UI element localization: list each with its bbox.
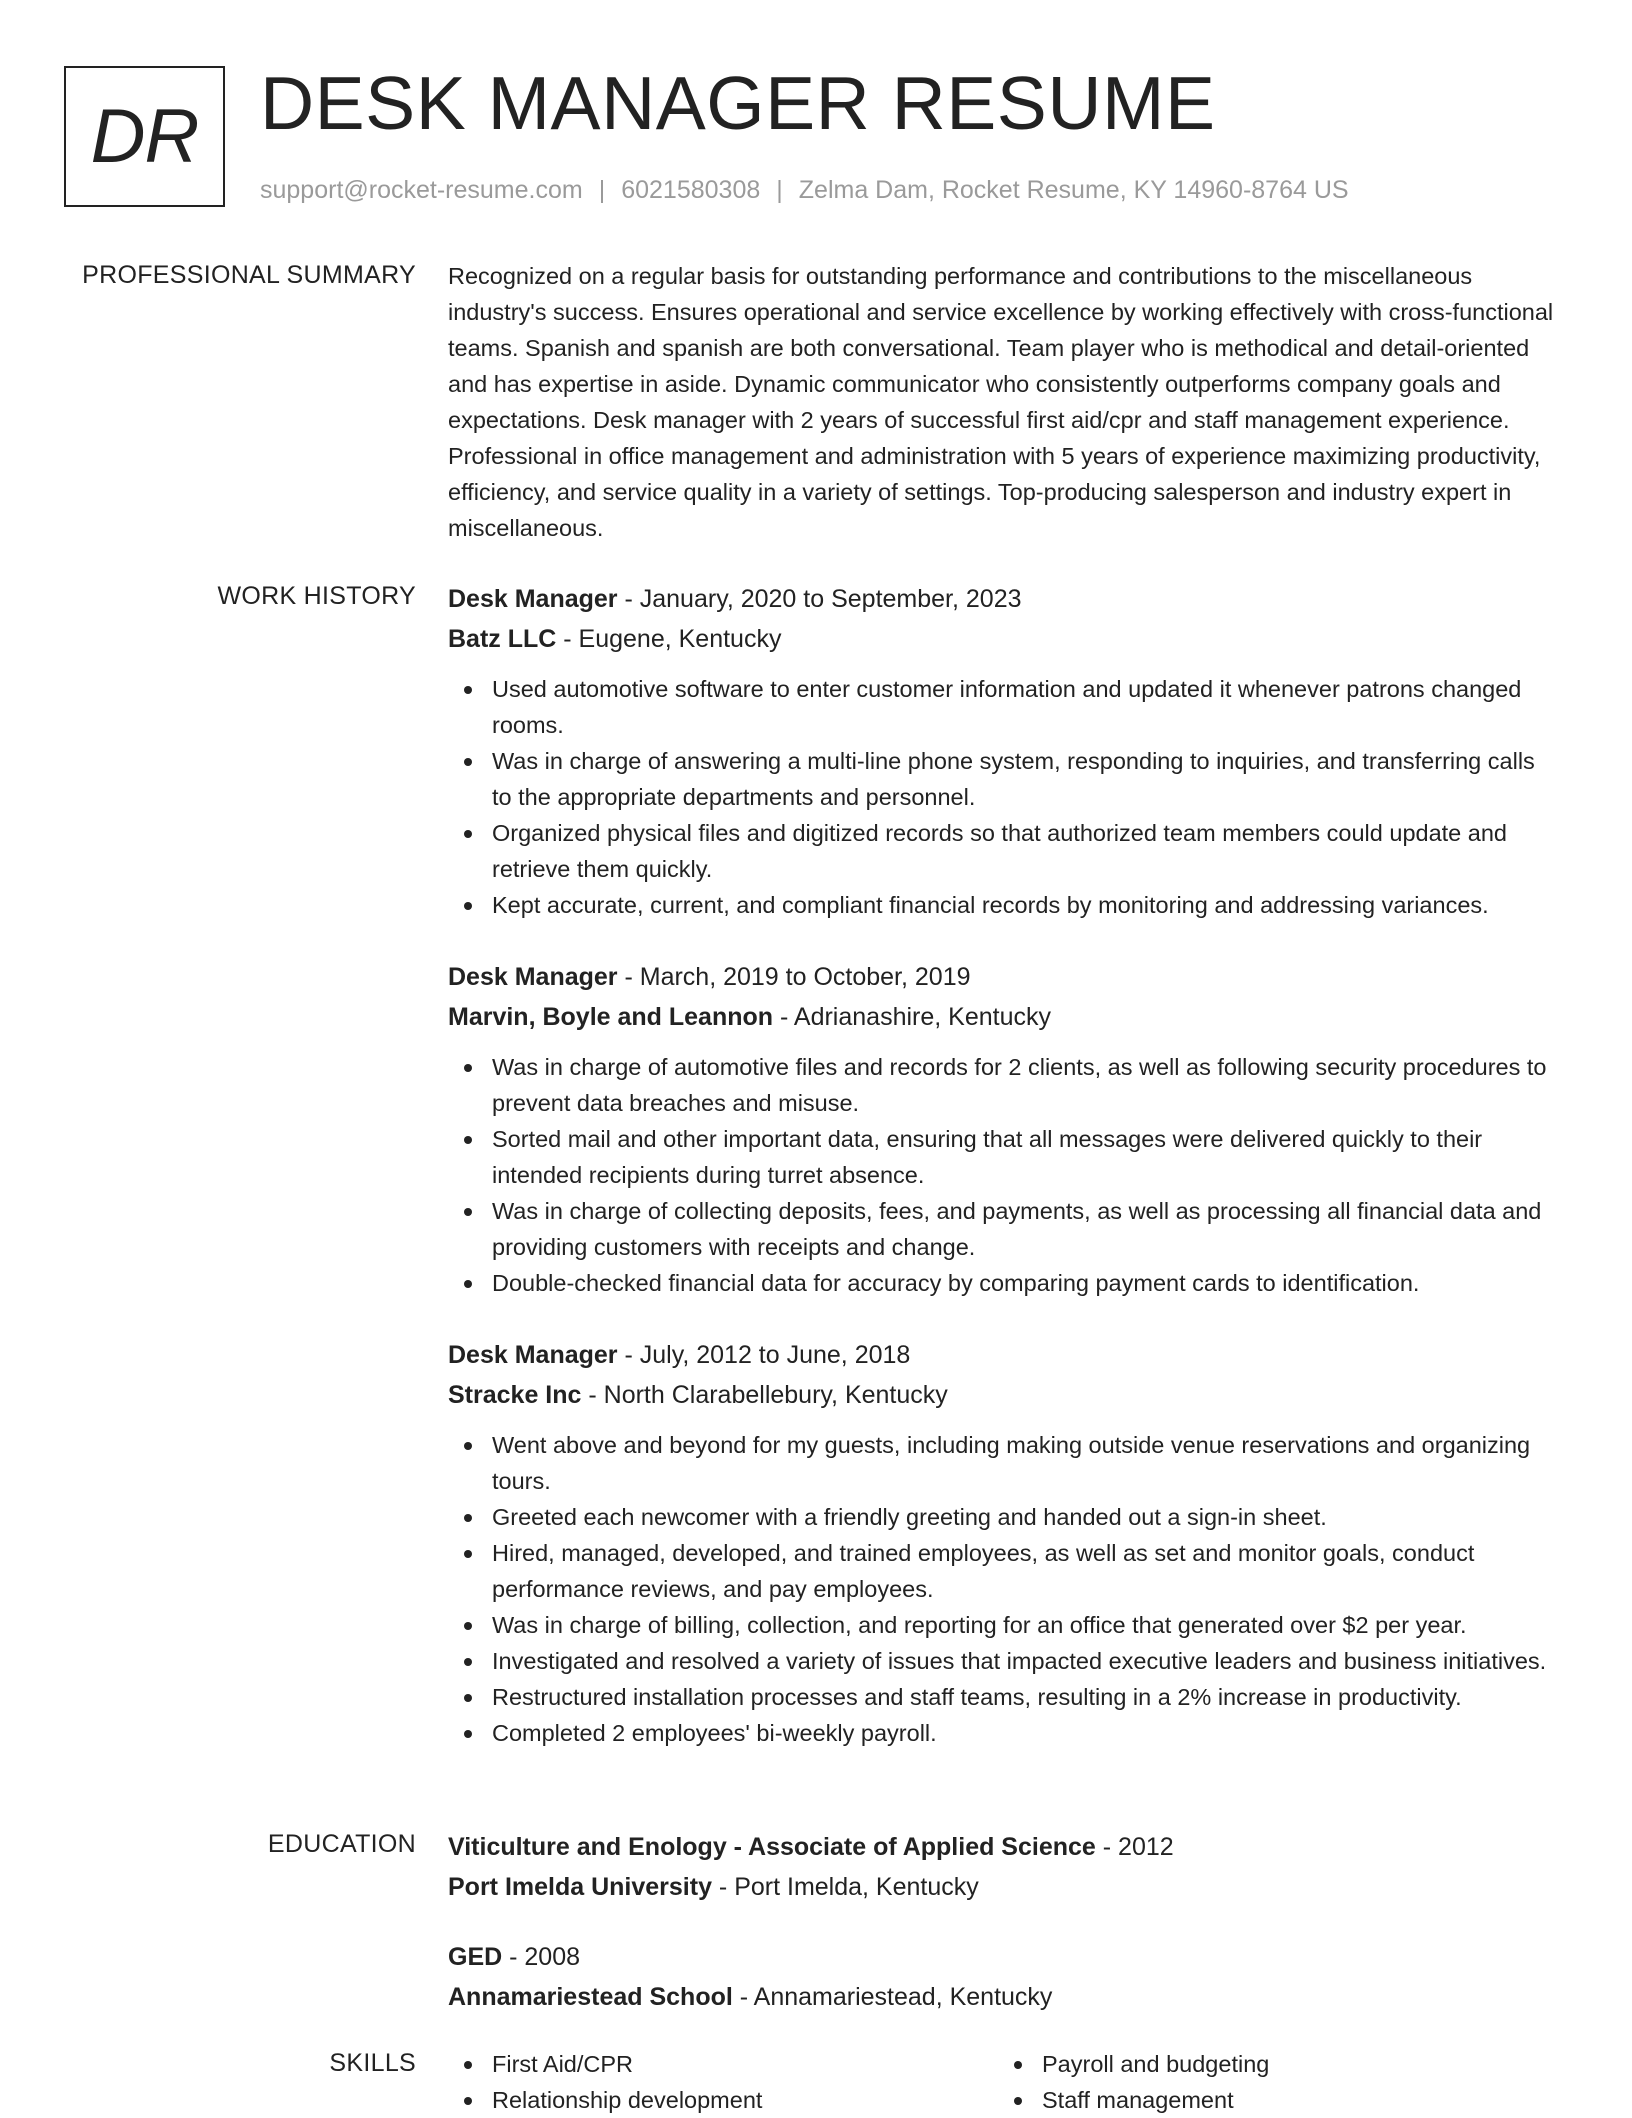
job-entry — [448, 957, 1560, 1301]
skill-item: Relationship development — [492, 2082, 998, 2118]
summary-text: Recognized on a regular basis for outstanding performance and contributions to the miscellaneous industry's success. Ensures operational and service excellence by working effectively with cross-functional teams. Spanish and spanish are both conversational. Team player who is methodical and detail-oriented and has expertise in aside. Dynamic communicator who consistently outperforms company goals and expectations. Desk manager with 2 years of successful first aid/cpr and staff management experience. Professional in office management and administration with 5 years of experience maximizing productivity, efficiency, and service quality in a variety of settings. Top-producing salesperson and industry expert in miscellaneous. — [448, 263, 1554, 541]
bullet-item: Double-checked financial data for accuracy by comparing payment cards to identification. — [492, 1265, 1560, 1301]
education-year: - 2012 — [1095, 1833, 1174, 1861]
education-school-line — [448, 1977, 1560, 2017]
job-company: Stracke Inc — [448, 1381, 582, 1409]
job-bullets — [448, 1427, 1560, 1751]
bullet-item: Kept accurate, current, and compliant financial records by monitoring and addressing variances. — [492, 887, 1560, 923]
job-dates: - January, 2020 to September, 2023 — [617, 585, 1022, 613]
job-company: Batz LLC — [448, 625, 557, 653]
bullet-item: Investigated and resolved a variety of issues that impacted executive leaders and business initiatives. — [492, 1643, 1560, 1679]
skills-list-right — [998, 2046, 1548, 2118]
bullet-item: Went above and beyond for my guests, including making outside venue reservations and organizing tours. — [492, 1427, 1560, 1499]
bullet-item: Was in charge of answering a multi-line phone system, responding to inquiries, and transferring calls to the appropriate departments and personnel. — [492, 743, 1560, 815]
section-label-skills: SKILLS — [329, 2049, 416, 2077]
contact-separator: | — [598, 176, 606, 204]
job-company-line — [448, 997, 1560, 1037]
section-label-summary: PROFESSIONAL SUMMARY — [82, 261, 416, 289]
education-degree: GED — [448, 1943, 503, 1971]
job-title-line — [448, 1335, 1560, 1375]
job-title: Desk Manager — [448, 1341, 618, 1369]
education-location: - Port Imelda, Kentucky — [711, 1873, 979, 1901]
education-degree-line — [448, 1937, 1560, 1977]
bullet-item: Was in charge of collecting deposits, fees, and payments, as well as processing all financial data and providing customers with receipts and change. — [492, 1193, 1560, 1265]
job-location: - North Clarabellebury, Kentucky — [581, 1381, 948, 1409]
education-degree: Viticulture and Enology - Associate of Applied Science — [448, 1833, 1096, 1861]
bullet-item: Was in charge of billing, collection, and reporting for an office that generated over $2 per year. — [492, 1607, 1560, 1643]
education-degree-line — [448, 1827, 1560, 1867]
bullet-item: Used automotive software to enter customer information and updated it whenever patrons changed rooms. — [492, 671, 1560, 743]
resume-title: DESK MANAGER RESUME — [260, 61, 1216, 145]
job-location: - Eugene, Kentucky — [556, 625, 782, 653]
job-company-line — [448, 1375, 1560, 1415]
section-label-education: EDUCATION — [267, 1830, 416, 1858]
bullet-item: Restructured installation processes and staff teams, resulting in a 2% increase in productivity. — [492, 1679, 1560, 1715]
contact-address: Zelma Dam, Rocket Resume, KY 14960-8764 US — [798, 176, 1349, 204]
skills-column-right — [998, 2046, 1548, 2118]
contact-email[interactable]: support@rocket-resume.com — [260, 176, 583, 204]
job-entry — [448, 579, 1560, 923]
education-school-line — [448, 1867, 1560, 1907]
education-school: Port Imelda University — [448, 1873, 712, 1901]
job-company-line — [448, 619, 1560, 659]
job-location: - Adrianashire, Kentucky — [773, 1003, 1051, 1031]
section-label-work-history: WORK HISTORY — [217, 582, 416, 610]
skill-item: First Aid/CPR — [492, 2046, 998, 2082]
bullet-item: Sorted mail and other important data, ensuring that all messages were delivered quickly to their intended recipients during turret absence. — [492, 1121, 1560, 1193]
contact-phone[interactable]: 6021580308 — [621, 176, 761, 204]
skills-list-left — [448, 2046, 998, 2118]
job-dates: - July, 2012 to June, 2018 — [617, 1341, 911, 1369]
job-bullets — [448, 1049, 1560, 1301]
education-entry — [448, 1827, 1560, 1907]
job-title: Desk Manager — [448, 585, 618, 613]
education-entry — [448, 1937, 1560, 2017]
job-title: Desk Manager — [448, 963, 618, 991]
skills-grid — [448, 2046, 1560, 2118]
skills-column-left — [448, 2046, 998, 2118]
education-year: - 2008 — [502, 1943, 581, 1971]
skill-item: Payroll and budgeting — [1042, 2046, 1548, 2082]
job-company: Marvin, Boyle and Leannon — [448, 1003, 774, 1031]
bullet-item: Organized physical files and digitized records so that authorized team members could update and retrieve them quickly. — [492, 815, 1560, 887]
bullet-item: Greeted each newcomer with a friendly greeting and handed out a sign-in sheet. — [492, 1499, 1560, 1535]
education-location: - Annamariestead, Kentucky — [732, 1983, 1053, 2011]
job-title-line — [448, 957, 1560, 997]
skill-item: Staff management — [1042, 2082, 1548, 2118]
job-bullets — [448, 671, 1560, 923]
job-entry — [448, 1335, 1560, 1751]
education-school: Annamariestead School — [448, 1983, 733, 2011]
contact-separator: | — [776, 176, 783, 204]
job-dates: - March, 2019 to October, 2019 — [617, 963, 971, 991]
contact-line — [260, 174, 1349, 206]
bullet-item: Hired, managed, developed, and trained employees, as well as set and monitor goals, conduct performance reviews, and pay employees. — [492, 1535, 1560, 1607]
bullet-item: Completed 2 employees' bi-weekly payroll. — [492, 1715, 1560, 1751]
job-title-line — [448, 579, 1560, 619]
monogram-badge: DR — [64, 66, 225, 207]
bullet-item: Was in charge of automotive files and records for 2 clients, as well as following security procedures to prevent data breaches and misuse. — [492, 1049, 1560, 1121]
